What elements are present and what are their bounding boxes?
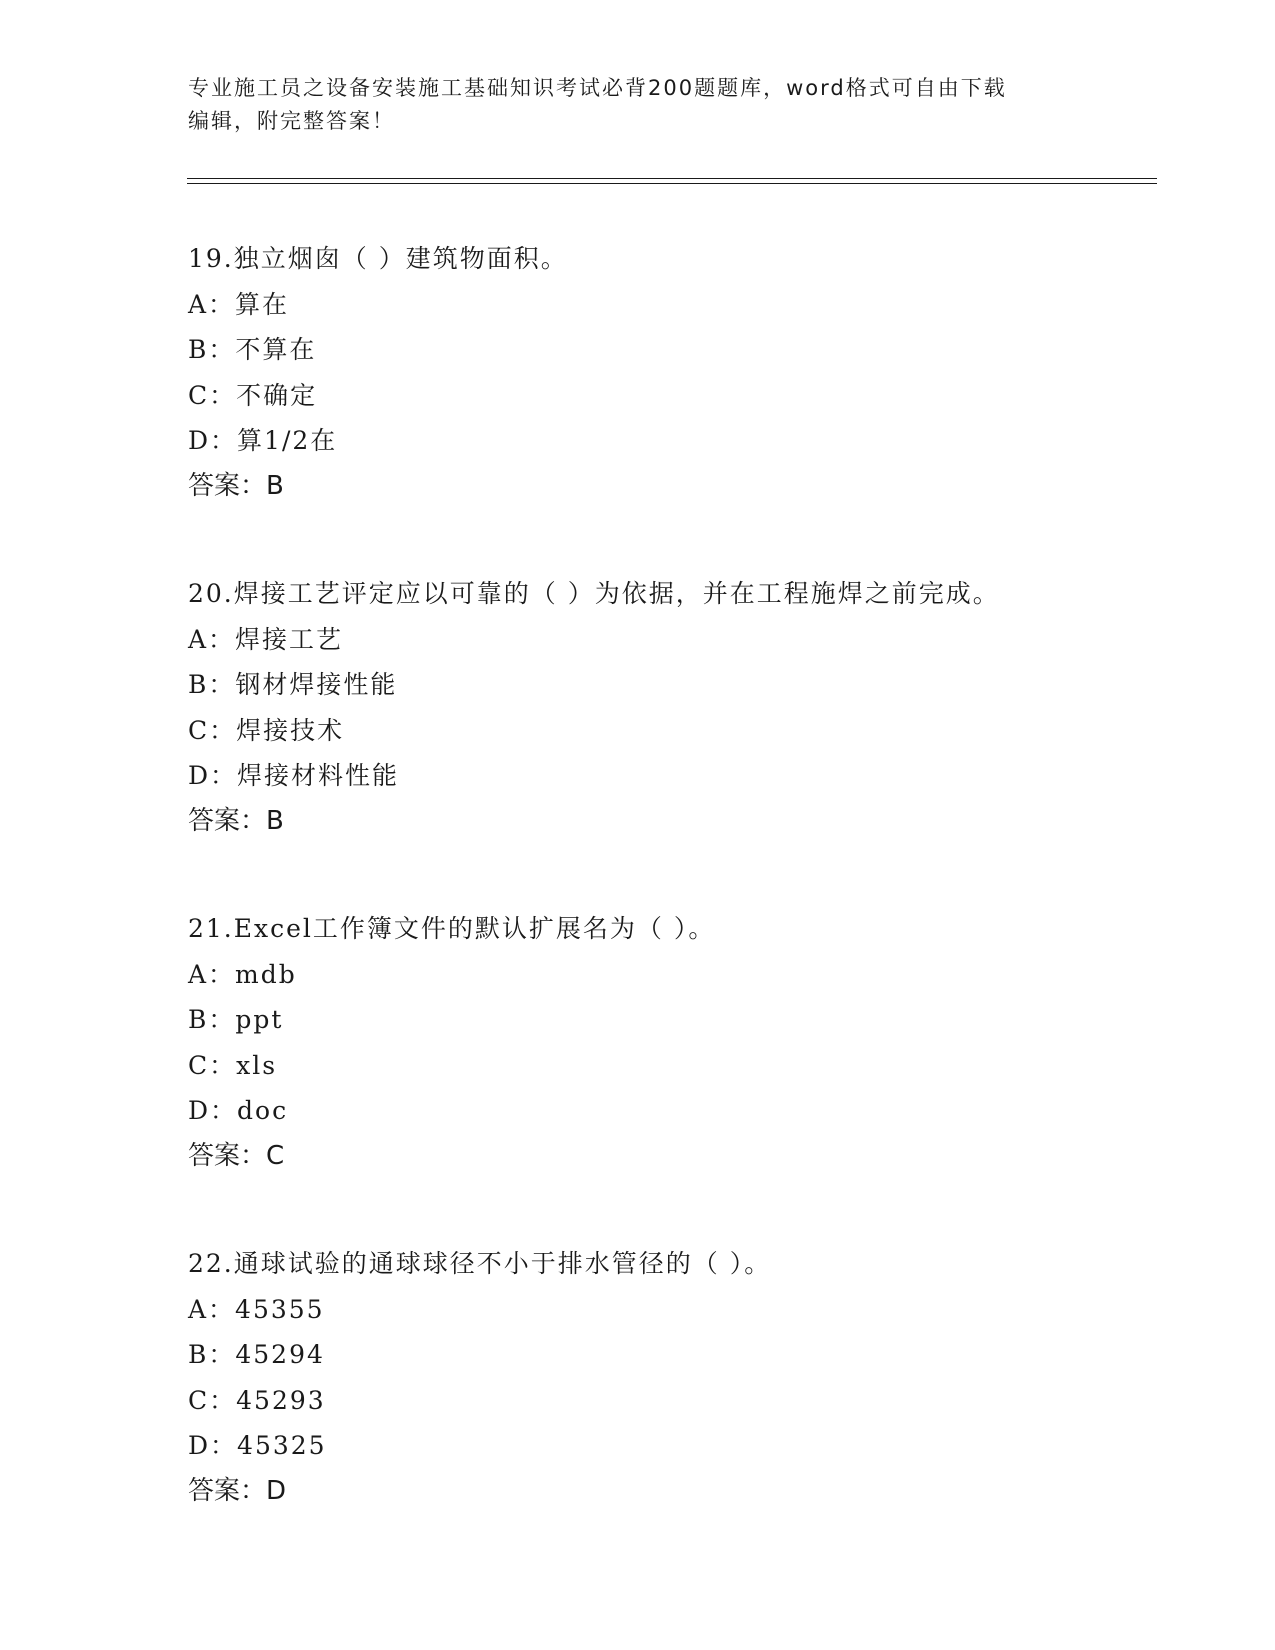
answer: 答案：D: [188, 1475, 287, 1506]
option-d: D：焊接材料性能: [188, 761, 400, 790]
option-a: A：45355: [188, 1294, 325, 1324]
option-c: C：焊接技术: [188, 715, 345, 745]
question-stem: 22.通球试验的通球球径不小于排水管径的（ ）。: [188, 1249, 772, 1278]
header-divider-top: [187, 178, 1157, 179]
question-list: [188, 236, 1188, 1576]
option-b: B：不算在: [188, 335, 317, 364]
header-title-line-2: 编辑，附完整答案！: [188, 109, 395, 133]
option-c: C：xls: [188, 1050, 278, 1080]
option-b: B：ppt: [188, 1005, 284, 1034]
question-19: [188, 236, 1188, 509]
option-c: C：45293: [188, 1385, 326, 1415]
option-c: C：不确定: [188, 380, 318, 410]
option-b: B：钢材焊接性能: [188, 670, 398, 699]
answer: 答案：B: [188, 805, 284, 836]
option-d: D：算1/2在: [188, 426, 338, 455]
option-a: A：算在: [188, 289, 290, 319]
option-d: D：45325: [188, 1431, 327, 1460]
header-divider-bottom: [187, 183, 1157, 184]
option-a: A：焊接工艺: [188, 624, 344, 654]
question-22: [188, 1241, 1188, 1514]
answer: 答案：C: [188, 1140, 285, 1171]
document-header: [188, 72, 1088, 138]
option-a: A：mdb: [188, 959, 297, 989]
option-b: B：45294: [188, 1340, 325, 1369]
question-stem: 19.独立烟囱（ ）建筑物面积。: [188, 244, 568, 273]
answer: 答案：B: [188, 470, 284, 501]
question-20: [188, 571, 1188, 844]
question-stem: 21.Excel工作簿文件的默认扩展名为（ ）。: [188, 914, 716, 943]
question-21: [188, 906, 1188, 1179]
header-title-line-1: 专业施工员之设备安装施工基础知识考试必背200题题库，word格式可自由下载: [188, 76, 1007, 100]
question-stem: 20.焊接工艺评定应以可靠的（ ）为依据，并在工程施焊之前完成。: [188, 579, 1000, 608]
option-d: D：doc: [188, 1096, 289, 1125]
